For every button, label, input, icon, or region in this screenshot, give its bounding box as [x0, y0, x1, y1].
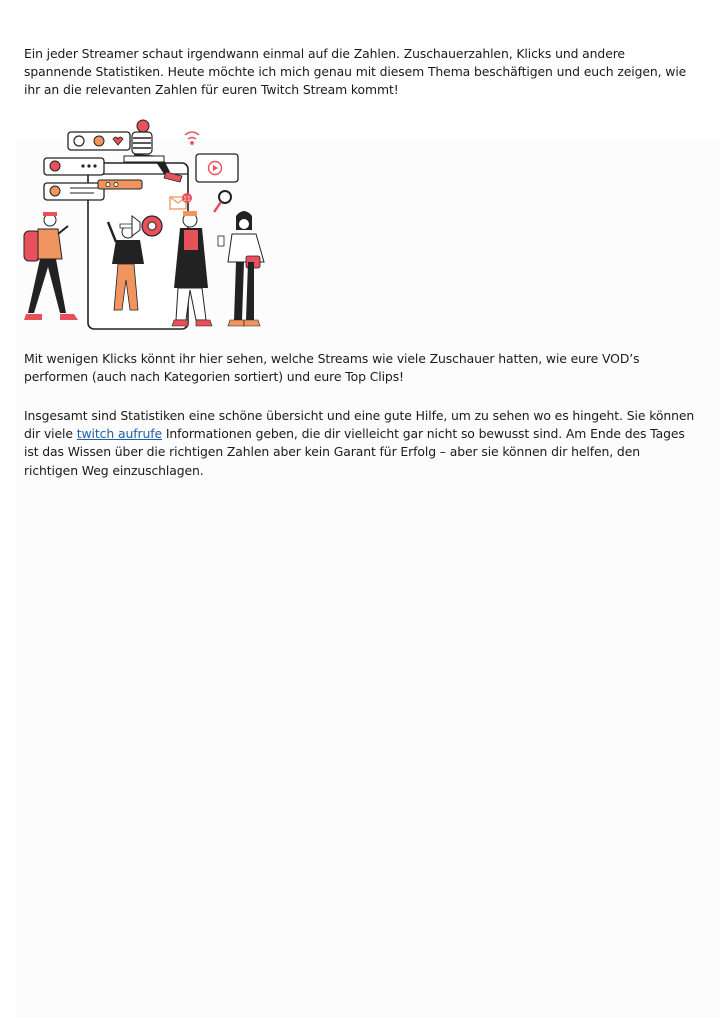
- summary-text-end: Informationen geben, die dir vielleicht gar nicht so bewusst sind. Am Ende des Tages ist das Wissen über die richtigen Zahlen aber kein Garant für Erfolg – aber sie können dir helfen, den richtigen Weg einzuschlagen.: [24, 426, 685, 478]
- summary-paragraph: [24, 407, 696, 480]
- shopper-person-figure: [218, 211, 264, 326]
- profile-card-icon: [44, 183, 104, 200]
- megaphone-icon: [132, 216, 162, 236]
- wifi-icon: [185, 132, 199, 144]
- mail-badge-count: 11: [183, 195, 191, 203]
- features-paragraph: Mit wenigen Klicks könnt ihr hier sehen, welche Streams wie viele Zuschauer hatten, wie eure VOD’s performen (auch nach Kategorien sortiert) und eure Top Clips!: [24, 351, 640, 385]
- magnifier-icon: [214, 191, 231, 212]
- streamer-illustration: [22, 116, 272, 334]
- backpacker-figure: [24, 212, 78, 320]
- twitch-aufrufe-link[interactable]: twitch aufrufe: [76, 426, 162, 442]
- profile-card-icon: [44, 158, 104, 175]
- summary-text-start: Insgesamt sind Statistiken eine schöne übersicht und eine gute Hilfe, um zu sehen wo es hingeht. Sie können dir viele: [24, 408, 695, 442]
- intro-paragraph: Ein jeder Streamer schaut irgendwann einmal auf die Zahlen. Zuschauerzahlen, Klicks und andere spannende Statistiken. Heute möchte ich mich genau mit diesem Thema beschäftigen und euch zeigen, wie ihr an die relevanten Zahlen für euren Twitch Stream kommt!: [24, 46, 687, 98]
- reaction-bubble-icon: [68, 132, 130, 150]
- video-play-icon: [196, 154, 238, 182]
